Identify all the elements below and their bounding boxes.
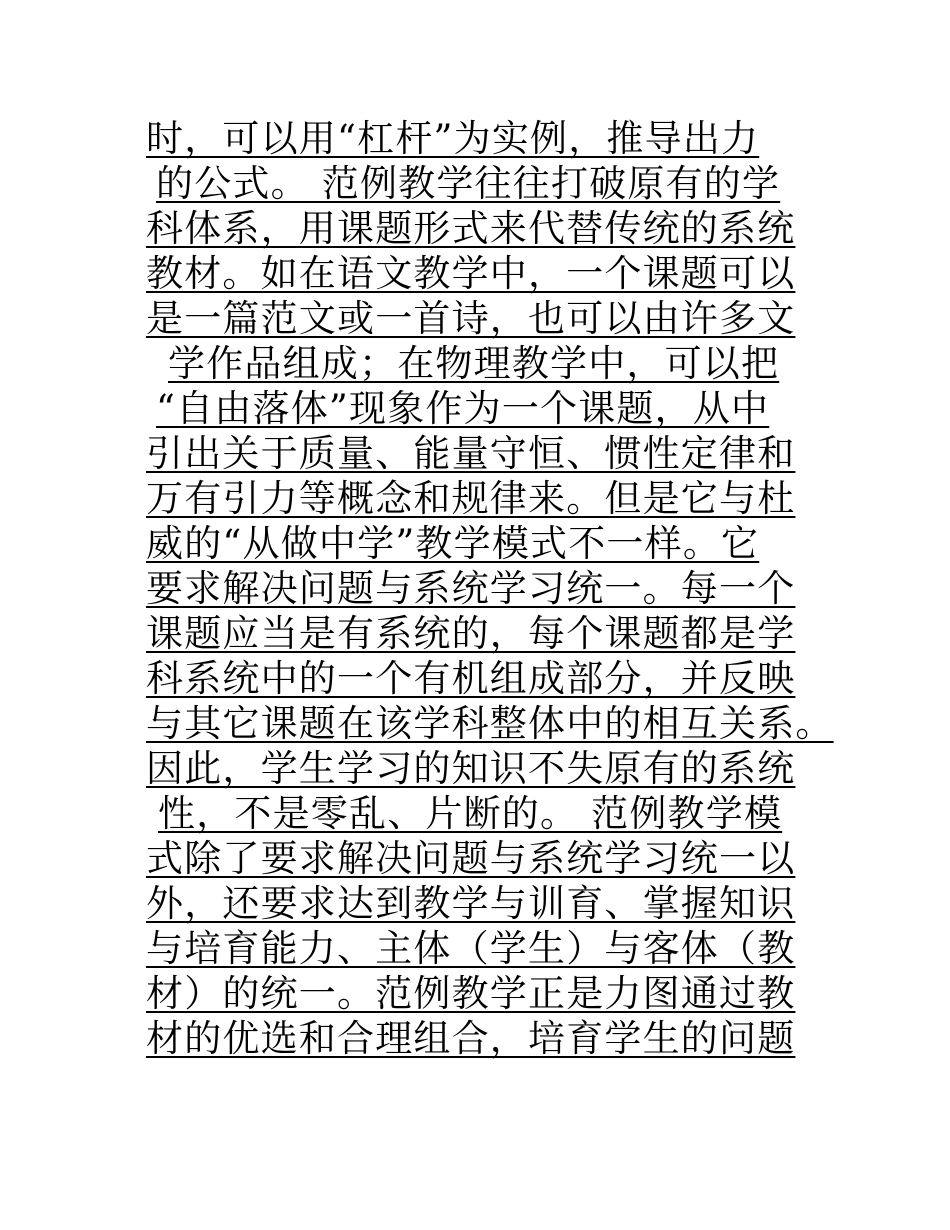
text-line: 的公式。 范例教学往往打破原有的学 [156, 162, 781, 205]
body-text [146, 116, 846, 1061]
text-line: 课题应当是有系统的，每个课题都是学 [146, 612, 796, 655]
text-line: 材）的统一。范例教学正是力图通过教 [146, 972, 796, 1015]
text-line: 是一篇范文或一首诗，也可以由许多文 [146, 297, 796, 340]
text-line: 教材。如在语文教学中，一个课题可以 [146, 252, 796, 295]
text-line: 与其它课题在该学科整体中的相互关系。 [146, 702, 834, 745]
text-line: “自由落体”现象作为一个课题，从中 [156, 387, 770, 430]
text-line: 因此，学生学习的知识不失原有的系统 [146, 747, 796, 790]
text-line: 与培育能力、主体（学生）与客体（教 [146, 927, 796, 970]
text-line: 时，可以用“杠杆”为实例，推导出力 [146, 117, 760, 160]
text-line: 要求解决问题与系统学习统一。每一个 [146, 567, 796, 610]
text-line: 材的优选和合理组合，培育学生的问题 [146, 1017, 796, 1060]
text-line: 科体系，用课题形式来代替传统的系统 [146, 207, 796, 250]
text-line: 威的“从做中学”教学模式不一样。它 [146, 522, 760, 565]
text-line: 引出关于质量、能量守恒、惯性定律和 [146, 432, 796, 475]
text-line: 性，不是零乱、片断的。 范例教学模 [158, 792, 783, 835]
text-line: 外，还要求达到教学与训育、掌握知识 [146, 882, 796, 925]
text-line: 万有引力等概念和规律来。但是它与杜 [146, 477, 796, 520]
text-line: 学作品组成；在物理教学中，可以把 [168, 342, 780, 385]
text-line: 式除了要求解决问题与系统学习统一以 [146, 837, 796, 880]
text-line: 科系统中的一个有机组成部分，并反映 [146, 657, 796, 700]
